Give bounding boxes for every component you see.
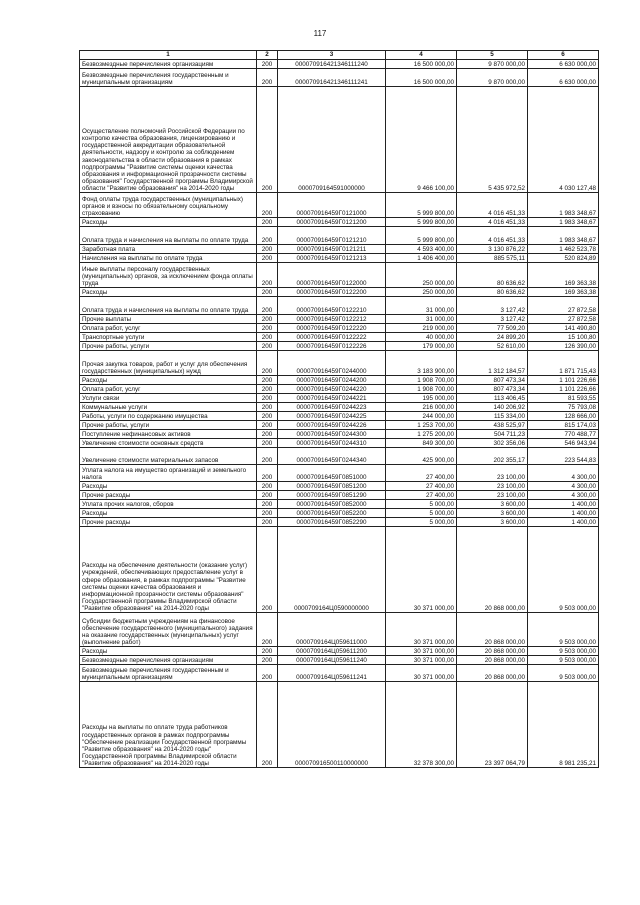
row-kbk-code: 0000709164Ц059611200: [278, 647, 386, 656]
table-row: [80, 403, 599, 412]
row-code: 200: [257, 500, 278, 509]
row-approved-amount: 30 371 000,00: [386, 665, 457, 682]
row-code: 200: [257, 342, 278, 351]
row-name: Работы, услуги по содержанию имущества: [80, 412, 257, 421]
row-executed-amount: 115 334,00: [457, 412, 528, 421]
row-name: Заработная плата: [80, 245, 257, 254]
row-name: Транспортные услуги: [80, 333, 257, 342]
row-approved-amount: 849 300,00: [386, 439, 457, 448]
row-executed-amount: 23 397 064,79: [457, 682, 528, 768]
row-executed-amount: 20 868 000,00: [457, 527, 528, 613]
header-col-4: 4: [386, 51, 457, 60]
row-unexecuted-amount: 4 300,00: [528, 465, 599, 482]
row-executed-amount: 80 636,62: [457, 288, 528, 297]
table-row: [80, 500, 599, 509]
row-executed-amount: 20 868 000,00: [457, 656, 528, 665]
row-executed-amount: 3 600,00: [457, 500, 528, 509]
row-name: Расходы: [80, 482, 257, 491]
row-kbk-code: 0000709164Ц0590000000: [278, 527, 386, 613]
table-row: [80, 254, 599, 263]
row-code: 200: [257, 254, 278, 263]
row-executed-amount: 113 406,45: [457, 394, 528, 403]
row-name: Прочие работы, услуги: [80, 421, 257, 430]
row-name: Уплата прочих налогов, сборов: [80, 500, 257, 509]
table-row: [80, 491, 599, 500]
row-executed-amount: 140 206,92: [457, 403, 528, 412]
table-row: [80, 394, 599, 403]
row-name: Прочие работы, услуги: [80, 342, 257, 351]
page-number: 117: [313, 29, 327, 38]
row-unexecuted-amount: 4 300,00: [528, 491, 599, 500]
row-name: Прочие выплаты: [80, 315, 257, 324]
row-kbk-code: 000070916421346111240: [278, 60, 386, 69]
row-code: 200: [257, 656, 278, 665]
row-approved-amount: 5 999 800,00: [386, 218, 457, 227]
row-name: Прочие расходы: [80, 518, 257, 527]
row-name: Осуществление полномочий Российской Федерации по контролю качества образования, лицензированию и государственной аккредитации образовательной деятельности, надзору и контролю за соблюдением законодательства в области образования в рамках подпрограммы "Развитие системы оценки качества образования и информационной прозрачности системы образования" Государственной программы Владимирской области "Развитие образования" на 2014-2020 годы: [80, 87, 257, 193]
row-code: 200: [257, 315, 278, 324]
table-row: [80, 421, 599, 430]
row-name: Расходы на обеспечение деятельности (оказание услуг) учреждений, обеспечивающих предоставление услуг в сфере образования, в рамках подпрограммы "Развитие системы оценки качества образования и информационной прозрачности системы образования" Государственной программы Владимирской области "Развитие образования" на 2014-2020 годы: [80, 527, 257, 613]
row-executed-amount: 3 130 876,22: [457, 245, 528, 254]
table-row: [80, 482, 599, 491]
table-row: [80, 656, 599, 665]
row-kbk-code: 000070916459Г0851290: [278, 491, 386, 500]
row-unexecuted-amount: 770 488,77: [528, 430, 599, 439]
row-unexecuted-amount: 9 503 000,00: [528, 656, 599, 665]
row-executed-amount: 9 870 000,00: [457, 69, 528, 87]
row-unexecuted-amount: 6 630 000,00: [528, 69, 599, 87]
row-approved-amount: 27 400,00: [386, 465, 457, 482]
row-code: 200: [257, 376, 278, 385]
row-name: Субсидии бюджетным учреждениям на финансовое обеспечение государственного (муниципального) задания на оказание государственных (муниципальных) услуг (выполнение работ): [80, 613, 257, 647]
row-name: Расходы: [80, 218, 257, 227]
row-name: Увеличение стоимости основных средств: [80, 439, 257, 448]
row-code: 200: [257, 509, 278, 518]
row-approved-amount: 5 999 800,00: [386, 193, 457, 218]
row-name: Безвозмездные перечисления организациям: [80, 656, 257, 665]
row-executed-amount: 4 016 451,33: [457, 227, 528, 245]
table-row: [80, 315, 599, 324]
table-row: [80, 509, 599, 518]
row-executed-amount: 23 100,00: [457, 465, 528, 482]
row-code: 200: [257, 465, 278, 482]
row-unexecuted-amount: 9 503 000,00: [528, 527, 599, 613]
row-code: 200: [257, 647, 278, 656]
row-kbk-code: 000070916500110000000: [278, 682, 386, 768]
row-executed-amount: 504 711,23: [457, 430, 528, 439]
row-code: 200: [257, 263, 278, 288]
row-kbk-code: 0000709164Ц059611241: [278, 665, 386, 682]
row-executed-amount: 20 868 000,00: [457, 647, 528, 656]
table-row: [80, 333, 599, 342]
row-kbk-code: 000070916459Г0122200: [278, 288, 386, 297]
row-unexecuted-amount: 9 503 000,00: [528, 647, 599, 656]
row-kbk-code: 000070916459Г0852000: [278, 500, 386, 509]
row-kbk-code: 000070916459Г0244220: [278, 385, 386, 394]
row-code: 200: [257, 439, 278, 448]
row-kbk-code: 000070916459Г0121211: [278, 245, 386, 254]
row-approved-amount: 30 371 000,00: [386, 656, 457, 665]
row-approved-amount: 31 000,00: [386, 315, 457, 324]
row-approved-amount: 30 371 000,00: [386, 647, 457, 656]
row-approved-amount: 5 999 800,00: [386, 227, 457, 245]
row-approved-amount: 250 000,00: [386, 263, 457, 288]
table-row: [80, 527, 599, 613]
row-name: Оплата работ, услуг: [80, 385, 257, 394]
row-kbk-code: 000070916459Г0244223: [278, 403, 386, 412]
row-code: 200: [257, 682, 278, 768]
row-kbk-code: 000070916459Г0121000: [278, 193, 386, 218]
row-code: 200: [257, 218, 278, 227]
row-code: 200: [257, 69, 278, 87]
row-code: 200: [257, 518, 278, 527]
row-kbk-code: 000070916459Г0244226: [278, 421, 386, 430]
row-approved-amount: 244 000,00: [386, 412, 457, 421]
row-approved-amount: 216 000,00: [386, 403, 457, 412]
row-unexecuted-amount: 1 983 348,67: [528, 227, 599, 245]
row-unexecuted-amount: 1 983 348,67: [528, 218, 599, 227]
row-kbk-code: 000070916459Г0244310: [278, 439, 386, 448]
row-unexecuted-amount: 815 174,03: [528, 421, 599, 430]
row-code: 200: [257, 193, 278, 218]
row-unexecuted-amount: 1 462 523,78: [528, 245, 599, 254]
row-code: 200: [257, 227, 278, 245]
table-row: [80, 439, 599, 448]
table-row: [80, 376, 599, 385]
table-row: [80, 465, 599, 482]
row-code: 200: [257, 385, 278, 394]
row-unexecuted-amount: 1 400,00: [528, 500, 599, 509]
row-name: Увеличение стоимости материальных запасов: [80, 448, 257, 465]
row-name: Услуги связи: [80, 394, 257, 403]
row-approved-amount: 1 908 700,00: [386, 376, 457, 385]
row-kbk-code: 000070916459Г0122222: [278, 333, 386, 342]
row-code: 200: [257, 351, 278, 376]
row-code: 200: [257, 297, 278, 315]
row-code: 200: [257, 665, 278, 682]
row-executed-amount: 77 509,20: [457, 324, 528, 333]
row-name: Оплата труда и начисления на выплаты по оплате труда: [80, 227, 257, 245]
row-name: Коммунальные услуги: [80, 403, 257, 412]
header-col-3: 3: [278, 51, 386, 60]
table-row: [80, 647, 599, 656]
row-unexecuted-amount: 75 793,08: [528, 403, 599, 412]
row-code: 200: [257, 87, 278, 193]
row-name: Расходы: [80, 509, 257, 518]
row-unexecuted-amount: 27 872,58: [528, 315, 599, 324]
row-name: Иные выплаты персоналу государственных (муниципальных) органов, за исключением фонда оплаты труда: [80, 263, 257, 288]
row-executed-amount: 80 636,62: [457, 263, 528, 288]
row-name: Начисления на выплаты по оплате труда: [80, 254, 257, 263]
row-unexecuted-amount: 9 503 000,00: [528, 613, 599, 647]
table-body: [80, 60, 599, 768]
table-row: [80, 613, 599, 647]
row-unexecuted-amount: 546 943,94: [528, 439, 599, 448]
row-kbk-code: 000070916459Г0244000: [278, 351, 386, 376]
table-row: [80, 263, 599, 288]
row-code: 200: [257, 421, 278, 430]
row-kbk-code: 000070916459Г0122212: [278, 315, 386, 324]
row-executed-amount: 4 016 451,33: [457, 193, 528, 218]
row-code: 200: [257, 412, 278, 421]
row-approved-amount: 219 000,00: [386, 324, 457, 333]
row-kbk-code: 000070916459Г0122210: [278, 297, 386, 315]
row-kbk-code: 000070916459Г0121210: [278, 227, 386, 245]
row-name: Оплата работ, услуг: [80, 324, 257, 333]
row-name: Расходы: [80, 647, 257, 656]
row-executed-amount: 23 100,00: [457, 491, 528, 500]
table-row: [80, 69, 599, 87]
table-header: [80, 51, 599, 60]
row-executed-amount: 885 575,11: [457, 254, 528, 263]
row-kbk-code: 000070916459Г0122220: [278, 324, 386, 333]
row-name: Расходы на выплаты по оплате труда работников государственных органов в рамках подпрограммы "Обеспечение реализации Государственной программы "Развитие образования" на 2014-2020 годы" Государственной программы Владимирской области "Развитие образования" на 2014-2020 годы: [80, 682, 257, 768]
row-approved-amount: 4 593 400,00: [386, 245, 457, 254]
row-approved-amount: 425 900,00: [386, 448, 457, 465]
table-row: [80, 87, 599, 193]
row-kbk-code: 000070916459Г0121200: [278, 218, 386, 227]
row-approved-amount: 5 000,00: [386, 518, 457, 527]
row-approved-amount: 5 000,00: [386, 509, 457, 518]
row-unexecuted-amount: 1 101 226,66: [528, 385, 599, 394]
row-executed-amount: 23 100,00: [457, 482, 528, 491]
row-unexecuted-amount: 1 871 715,43: [528, 351, 599, 376]
row-kbk-code: 000070916459Г0244200: [278, 376, 386, 385]
row-name: Безвозмездные перечисления государственным и муниципальным организациям: [80, 69, 257, 87]
row-executed-amount: 52 610,00: [457, 342, 528, 351]
row-code: 200: [257, 491, 278, 500]
row-kbk-code: 000070916459Г0851000: [278, 465, 386, 482]
row-kbk-code: 0000709164Ц059611000: [278, 613, 386, 647]
row-approved-amount: 3 183 900,00: [386, 351, 457, 376]
row-unexecuted-amount: 141 490,80: [528, 324, 599, 333]
row-approved-amount: 27 400,00: [386, 491, 457, 500]
row-code: 200: [257, 482, 278, 491]
row-approved-amount: 16 500 000,00: [386, 60, 457, 69]
row-kbk-code: 0000709164Ц059611240: [278, 656, 386, 665]
row-kbk-code: 000070916459Г0121213: [278, 254, 386, 263]
row-kbk-code: 000070916459Г0244221: [278, 394, 386, 403]
row-executed-amount: 807 473,34: [457, 376, 528, 385]
row-executed-amount: 24 899,20: [457, 333, 528, 342]
budget-execution-table: [79, 50, 599, 768]
table-row: [80, 288, 599, 297]
row-approved-amount: 1 275 200,00: [386, 430, 457, 439]
row-approved-amount: 195 000,00: [386, 394, 457, 403]
row-code: 200: [257, 613, 278, 647]
row-unexecuted-amount: 27 872,58: [528, 297, 599, 315]
row-name: Прочие расходы: [80, 491, 257, 500]
row-code: 200: [257, 288, 278, 297]
row-name: Уплата налога на имущество организаций и земельного налога: [80, 465, 257, 482]
table-row: [80, 385, 599, 394]
row-kbk-code: 000070916459Г0122226: [278, 342, 386, 351]
table-row: [80, 245, 599, 254]
row-unexecuted-amount: 520 824,89: [528, 254, 599, 263]
row-name: Прочая закупка товаров, работ и услуг для обеспечения государственных (муниципальных) нужд: [80, 351, 257, 376]
row-unexecuted-amount: 6 630 000,00: [528, 60, 599, 69]
row-approved-amount: 5 000,00: [386, 500, 457, 509]
table-row: [80, 342, 599, 351]
row-unexecuted-amount: 128 666,00: [528, 412, 599, 421]
row-code: 200: [257, 448, 278, 465]
row-kbk-code: 000070916459Г0851200: [278, 482, 386, 491]
row-code: 200: [257, 430, 278, 439]
row-name: Оплата труда и начисления на выплаты по оплате труда: [80, 297, 257, 315]
row-unexecuted-amount: 1 101 226,66: [528, 376, 599, 385]
row-code: 200: [257, 527, 278, 613]
row-unexecuted-amount: 1 983 348,67: [528, 193, 599, 218]
row-approved-amount: 16 500 000,00: [386, 69, 457, 87]
row-executed-amount: 3 600,00: [457, 509, 528, 518]
row-code: 200: [257, 403, 278, 412]
header-col-2: 2: [257, 51, 278, 60]
row-executed-amount: 1 312 184,57: [457, 351, 528, 376]
row-unexecuted-amount: 126 390,00: [528, 342, 599, 351]
row-approved-amount: 250 000,00: [386, 288, 457, 297]
row-executed-amount: 3 127,42: [457, 315, 528, 324]
row-name: Фонд оплаты труда государственных (муниципальных) органов и взносы по обязательному социальному страхованию: [80, 193, 257, 218]
row-executed-amount: 4 016 451,33: [457, 218, 528, 227]
table-row: [80, 297, 599, 315]
row-name: Расходы: [80, 376, 257, 385]
row-unexecuted-amount: 8 981 235,21: [528, 682, 599, 768]
row-name: Поступление нефинансовых активов: [80, 430, 257, 439]
row-code: 200: [257, 324, 278, 333]
header-col-6: 6: [528, 51, 599, 60]
row-kbk-code: 0000709164591000000: [278, 87, 386, 193]
row-kbk-code: 000070916459Г0244300: [278, 430, 386, 439]
row-executed-amount: 5 435 972,52: [457, 87, 528, 193]
row-kbk-code: 000070916459Г0122000: [278, 263, 386, 288]
row-approved-amount: 30 371 000,00: [386, 527, 457, 613]
row-unexecuted-amount: 1 400,00: [528, 518, 599, 527]
row-code: 200: [257, 333, 278, 342]
row-approved-amount: 1 406 400,00: [386, 254, 457, 263]
row-unexecuted-amount: 169 363,38: [528, 288, 599, 297]
row-approved-amount: 1 253 700,00: [386, 421, 457, 430]
row-unexecuted-amount: 169 363,38: [528, 263, 599, 288]
row-approved-amount: 9 466 100,00: [386, 87, 457, 193]
row-approved-amount: 40 000,00: [386, 333, 457, 342]
row-unexecuted-amount: 9 503 000,00: [528, 665, 599, 682]
row-executed-amount: 20 868 000,00: [457, 613, 528, 647]
row-executed-amount: 302 356,06: [457, 439, 528, 448]
table-row: [80, 227, 599, 245]
row-executed-amount: 202 355,17: [457, 448, 528, 465]
row-unexecuted-amount: 1 400,00: [528, 509, 599, 518]
table-row: [80, 665, 599, 682]
header-col-1: 1: [80, 51, 257, 60]
table-row: [80, 218, 599, 227]
row-name: Безвозмездные перечисления государственным и муниципальным организациям: [80, 665, 257, 682]
row-unexecuted-amount: 15 100,80: [528, 333, 599, 342]
row-approved-amount: 31 000,00: [386, 297, 457, 315]
row-unexecuted-amount: 223 544,83: [528, 448, 599, 465]
row-executed-amount: 3 600,00: [457, 518, 528, 527]
row-kbk-code: 000070916459Г0244225: [278, 412, 386, 421]
row-executed-amount: 9 870 000,00: [457, 60, 528, 69]
row-unexecuted-amount: 81 593,55: [528, 394, 599, 403]
row-kbk-code: 000070916459Г0244340: [278, 448, 386, 465]
row-approved-amount: 179 000,00: [386, 342, 457, 351]
row-approved-amount: 30 371 000,00: [386, 613, 457, 647]
row-executed-amount: 438 525,97: [457, 421, 528, 430]
row-approved-amount: 27 400,00: [386, 482, 457, 491]
row-kbk-code: 000070916421346111241: [278, 69, 386, 87]
row-code: 200: [257, 245, 278, 254]
row-code: 200: [257, 60, 278, 69]
row-unexecuted-amount: 4 300,00: [528, 482, 599, 491]
table-row: [80, 60, 599, 69]
header-col-5: 5: [457, 51, 528, 60]
row-kbk-code: 000070916459Г0852200: [278, 509, 386, 518]
row-executed-amount: 20 868 000,00: [457, 665, 528, 682]
row-executed-amount: 3 127,42: [457, 297, 528, 315]
row-unexecuted-amount: 4 030 127,48: [528, 87, 599, 193]
table-row: [80, 448, 599, 465]
row-name: Расходы: [80, 288, 257, 297]
table-row: [80, 682, 599, 768]
table-row: [80, 430, 599, 439]
table-row: [80, 351, 599, 376]
row-code: 200: [257, 394, 278, 403]
row-kbk-code: 000070916459Г0852290: [278, 518, 386, 527]
table-row: [80, 324, 599, 333]
table-row: [80, 518, 599, 527]
table-row: [80, 412, 599, 421]
table-row: [80, 193, 599, 218]
row-executed-amount: 807 473,34: [457, 385, 528, 394]
row-approved-amount: 1 908 700,00: [386, 385, 457, 394]
row-approved-amount: 32 378 300,00: [386, 682, 457, 768]
row-name: Безвозмездные перечисления организациям: [80, 60, 257, 69]
